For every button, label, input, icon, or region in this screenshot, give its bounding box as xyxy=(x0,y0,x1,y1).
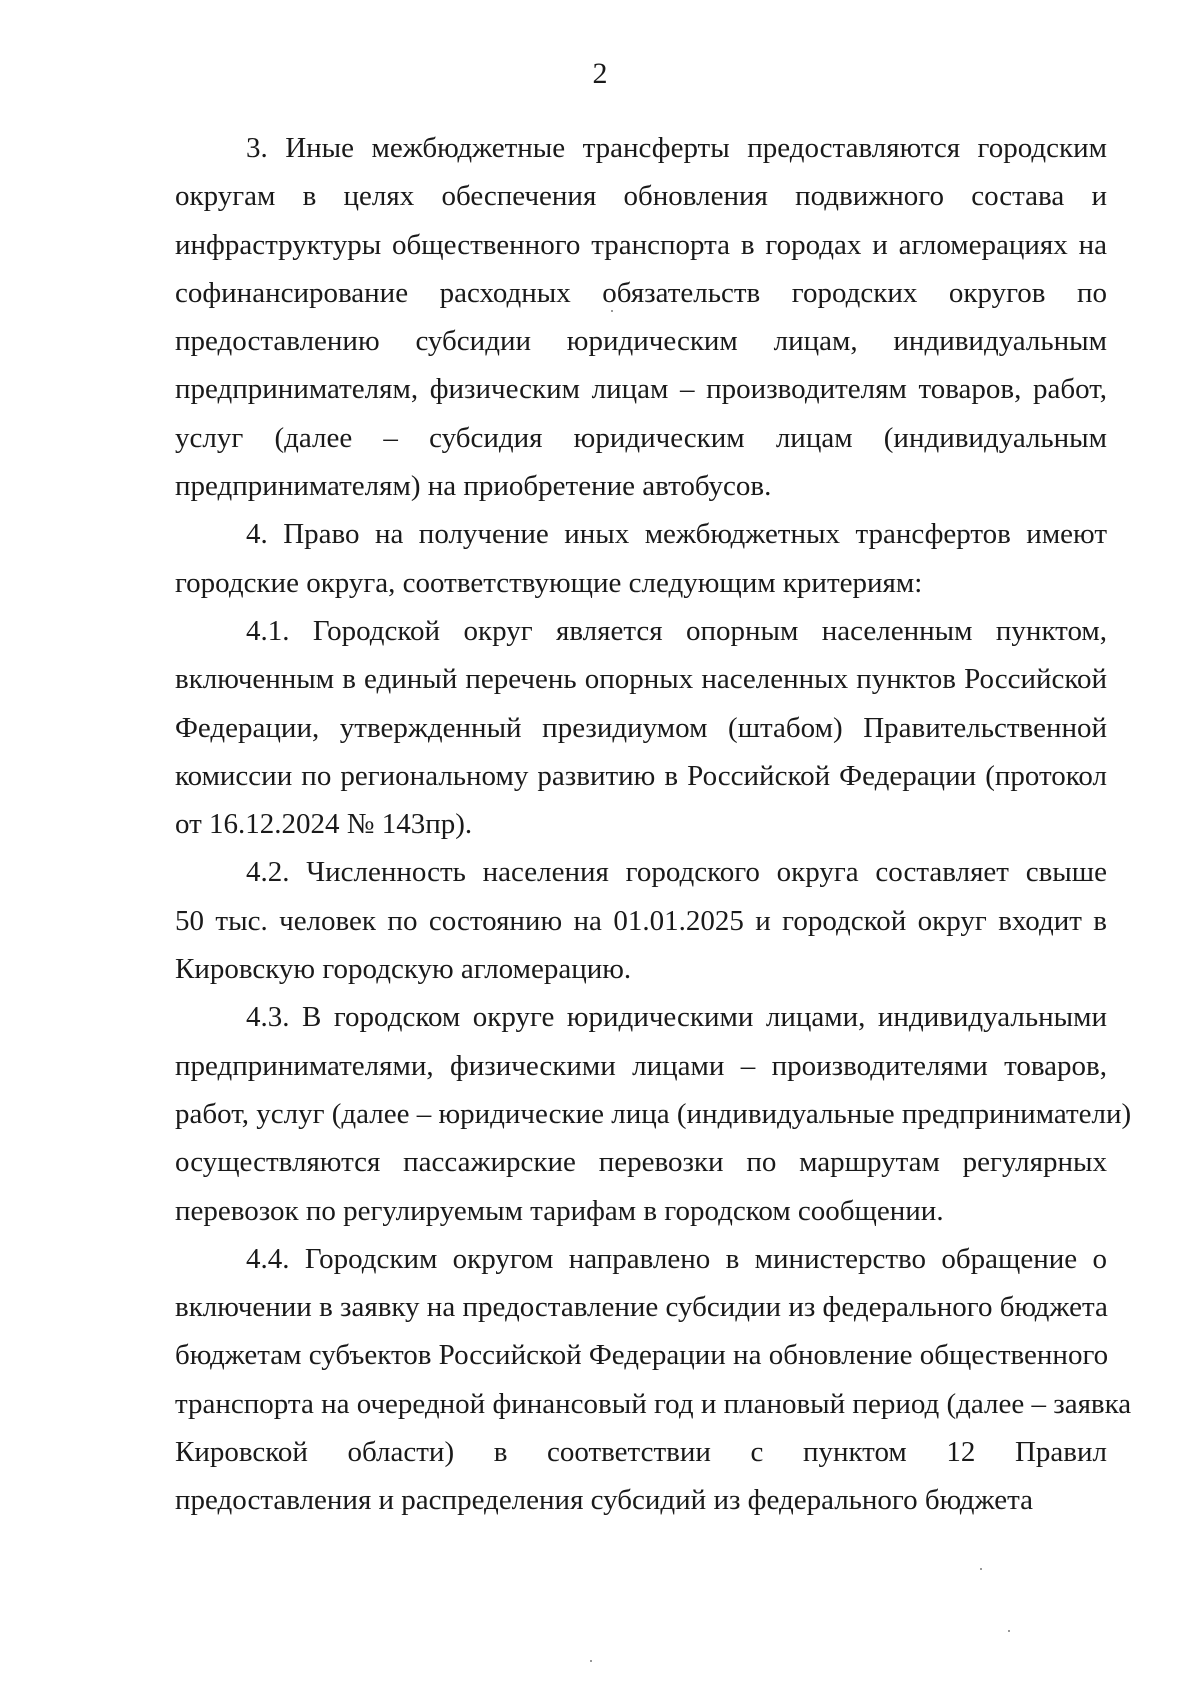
scan-speck xyxy=(980,1568,982,1570)
text-line: включенным в единый перечень опорных населенных пунктов Российской xyxy=(175,663,1107,696)
text-line: Федерации, утвержденный президиумом (штабом) Правительственной xyxy=(175,711,1107,744)
text-line: 4. Право на получение иных межбюджетных трансфертов имеют xyxy=(246,518,1107,551)
text-line: предпринимателями, физическими лицами – производителями товаров, xyxy=(175,1049,1107,1082)
text-line: инфраструктуры общественного транспорта в городах и агломерациях на xyxy=(175,228,1107,261)
text-line: предпринимателям) на приобретение автобусов. xyxy=(175,470,772,503)
text-line: работ, услуг (далее – юридические лица (индивидуальные предприниматели) xyxy=(175,1097,1132,1130)
text-line: включении в заявку на предоставление субсидии из федерального бюджета xyxy=(175,1291,1108,1324)
text-line: Кировскую городскую агломерацию. xyxy=(175,953,632,986)
scan-speck xyxy=(1008,1630,1010,1632)
text-line: 4.3. В городском округе юридическими лицами, индивидуальными xyxy=(246,1001,1107,1034)
paragraph-p4-3 xyxy=(175,993,1132,1234)
text-line: Кировской области) в соответствии с пунктом 12 Правил xyxy=(175,1436,1107,1469)
paragraph-p4-1 xyxy=(175,607,1107,848)
text-line: предоставлению субсидии юридическим лицам, индивидуальным xyxy=(175,325,1107,358)
text-line: городские округа, соответствующие следующим критериям: xyxy=(175,566,923,599)
text-line: софинансирование расходных обязательств городских округов по xyxy=(175,276,1107,309)
page-number: 2 xyxy=(592,57,608,90)
scan-speck xyxy=(590,1660,592,1662)
text-line: перевозок по регулируемым тарифам в городском сообщении. xyxy=(175,1194,944,1227)
text-line: 3. Иные межбюджетные трансферты предоставляются городским xyxy=(246,132,1107,164)
text-line: от 16.12.2024 № 143пр). xyxy=(175,808,473,841)
scan-speck xyxy=(611,310,613,312)
text-line: 4.2. Численность населения городского округа составляет свыше xyxy=(246,856,1107,889)
paragraph-p4 xyxy=(175,510,1107,607)
text-line: 4.4. Городским округом направлено в министерство обращение о xyxy=(246,1242,1107,1275)
text-line: 4.1. Городской округ является опорным населенным пунктом, xyxy=(246,614,1107,647)
text-line: осуществляются пассажирские перевозки по маршрутам регулярных xyxy=(175,1146,1107,1179)
text-line: предпринимателям, физическим лицам – производителям товаров, работ, xyxy=(175,373,1107,406)
text-line: комиссии по региональному развитию в Российской Федерации (протокол xyxy=(175,759,1107,792)
text-line: транспорта на очередной финансовый год и плановый период (далее – заявка xyxy=(175,1387,1132,1420)
text-line: предоставления и распределения субсидий из федерального бюджета xyxy=(175,1484,1033,1517)
text-line: 50 тыс. человек по состоянию на 01.01.2025 и городской округ входит в xyxy=(175,904,1107,937)
text-line: округам в целях обеспечения обновления подвижного состава и xyxy=(175,180,1107,213)
document-body xyxy=(175,124,1132,1525)
paragraph-p4-4 xyxy=(175,1235,1132,1525)
paragraph-p3 xyxy=(175,124,1107,510)
text-line: услуг (далее – субсидия юридическим лицам (индивидуальным xyxy=(175,421,1107,454)
text-line: бюджетам субъектов Российской Федерации на обновление общественного xyxy=(175,1339,1109,1372)
paragraph-p4-2 xyxy=(175,848,1107,993)
